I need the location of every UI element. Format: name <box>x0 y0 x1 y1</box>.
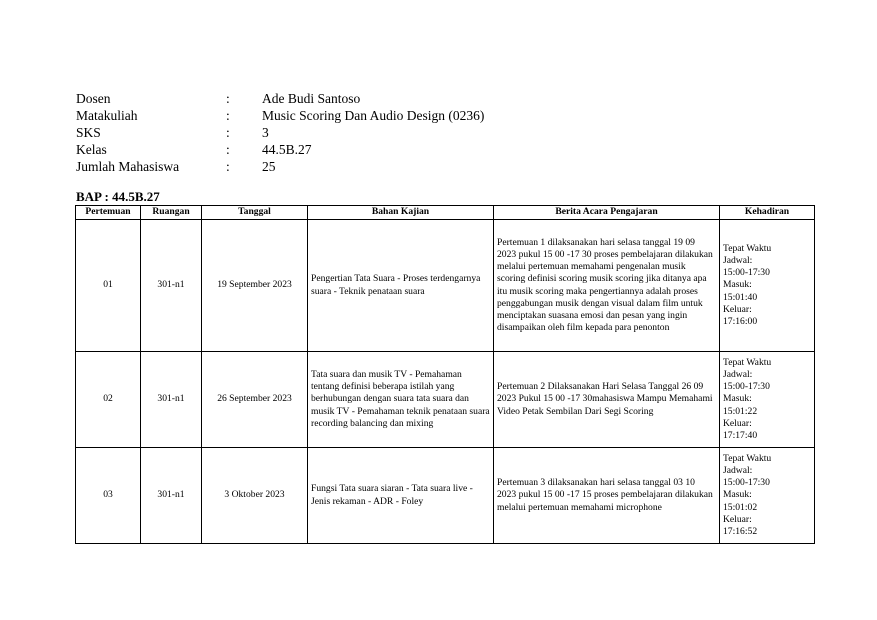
cell-berita-acara: Pertemuan 3 dilaksanakan hari selasa tanggal 03 10 2023 pukul 15 00 -17 15 proses pembelajaran dilakukan melalui pertemuan memahami microphone <box>494 448 720 544</box>
cell-tanggal: 26 September 2023 <box>202 352 308 448</box>
info-label: Matakuliah <box>76 108 138 123</box>
info-row-jumlah-mahasiswa <box>76 158 484 175</box>
info-value: 25 <box>262 159 276 174</box>
attendance-schedule: 15:00-17:30 <box>723 267 770 279</box>
attendance-out-label: Keluar: <box>723 513 752 525</box>
attendance-out-time: 17:16:00 <box>723 316 758 327</box>
attendance-schedule: 15:00-17:30 <box>723 381 770 393</box>
table-row <box>76 352 815 448</box>
course-info <box>76 90 484 175</box>
info-row-matakuliah <box>76 107 484 124</box>
attendance-in-time: 15:01:02 <box>723 501 758 513</box>
attendance-in-label: Masuk: <box>723 489 752 501</box>
attendance-status: Tepat Waktu <box>723 242 772 254</box>
info-colon: : <box>226 91 230 106</box>
info-value: 3 <box>262 125 269 140</box>
info-value: Ade Budi Santoso <box>262 91 361 106</box>
cell-kehadiran <box>720 220 815 352</box>
attendance-out-label: Keluar: <box>723 417 752 429</box>
info-label: Dosen <box>76 91 111 106</box>
info-colon: : <box>226 159 230 174</box>
header-kehadiran: Kehadiran <box>720 206 815 220</box>
info-colon: : <box>226 108 230 123</box>
info-row-sks <box>76 124 484 141</box>
info-value: 44.5B.27 <box>262 142 312 157</box>
attendance-schedule: 15:00-17:30 <box>723 477 770 489</box>
cell-pertemuan: 01 <box>76 220 141 352</box>
info-row-dosen <box>76 90 484 107</box>
attendance-status: Tepat Waktu <box>723 452 772 464</box>
header-tanggal: Tanggal <box>202 206 308 220</box>
info-label: Jumlah Mahasiswa <box>76 159 180 174</box>
info-colon: : <box>226 142 230 157</box>
table-row <box>76 448 815 544</box>
info-value: Music Scoring Dan Audio Design (0236) <box>262 108 485 123</box>
attendance-in-time: 15:01:40 <box>723 291 758 303</box>
cell-ruangan: 301-n1 <box>141 220 202 352</box>
attendance-in-time: 15:01:22 <box>723 405 758 417</box>
cell-bahan-kajian: Tata suara dan musik TV - Pemahaman tentang definisi beberapa istilah yang berhubungan dengan suara tata suara dan musik TV - Pemahaman teknik penataan suara recording balancing dan mixing <box>308 352 494 448</box>
attendance-out-label: Keluar: <box>723 303 752 315</box>
cell-pertemuan: 03 <box>76 448 141 544</box>
attendance-schedule-label: Jadwal: <box>723 368 753 380</box>
bap-table <box>75 205 815 544</box>
cell-bahan-kajian: Pengertian Tata Suara - Proses terdengarnya suara - Teknik penataan suara <box>308 220 494 352</box>
info-label: SKS <box>76 125 101 140</box>
header-berita-acara: Berita Acara Pengajaran <box>494 206 720 220</box>
attendance-schedule-label: Jadwal: <box>723 254 753 266</box>
attendance-status: Tepat Waktu <box>723 356 772 368</box>
info-row-kelas <box>76 141 484 158</box>
cell-kehadiran <box>720 352 815 448</box>
header-ruangan: Ruangan <box>141 206 202 220</box>
attendance-in-label: Masuk: <box>723 393 752 405</box>
info-colon: : <box>226 125 230 140</box>
cell-pertemuan: 02 <box>76 352 141 448</box>
cell-ruangan: 301-n1 <box>141 448 202 544</box>
cell-kehadiran <box>720 448 815 544</box>
attendance-out-time: 17:16:52 <box>723 526 758 537</box>
cell-tanggal: 19 September 2023 <box>202 220 308 352</box>
cell-berita-acara: Pertemuan 2 Dilaksanakan Hari Selasa Tanggal 26 09 2023 Pukul 15 00 -17 30mahasiswa Mampu Memahami Video Petak Sembilan Dari Segi Scoring <box>494 352 720 448</box>
table-header-row <box>76 206 815 220</box>
header-bahan-kajian: Bahan Kajian <box>308 206 494 220</box>
attendance-schedule-label: Jadwal: <box>723 464 753 476</box>
attendance-in-label: Masuk: <box>723 279 752 291</box>
attendance-out-time: 17:17:40 <box>723 430 758 441</box>
bap-title: BAP : 44.5B.27 <box>76 189 160 204</box>
cell-tanggal: 3 Oktober 2023 <box>202 448 308 544</box>
table-row <box>76 220 815 352</box>
header-pertemuan: Pertemuan <box>76 206 141 220</box>
cell-berita-acara: Pertemuan 1 dilaksanakan hari selasa tanggal 19 09 2023 pukul 15 00 -17 30 proses pembelajaran dilakukan melalui pertemuan memahami pengenalan musik scoring definisi scoring musik scoring jika ditanya apa itu musik scoring maka pengertiannya adalah proses penggabungan musik dengan visual dalam film untuk menciptakan suasana emosi dan pesan yang ingin disampaikan oleh film kepada para penonton <box>494 220 720 352</box>
info-label: Kelas <box>76 142 107 157</box>
cell-bahan-kajian: Fungsi Tata suara siaran - Tata suara live - Jenis rekaman - ADR - Foley <box>308 448 494 544</box>
cell-ruangan: 301-n1 <box>141 352 202 448</box>
